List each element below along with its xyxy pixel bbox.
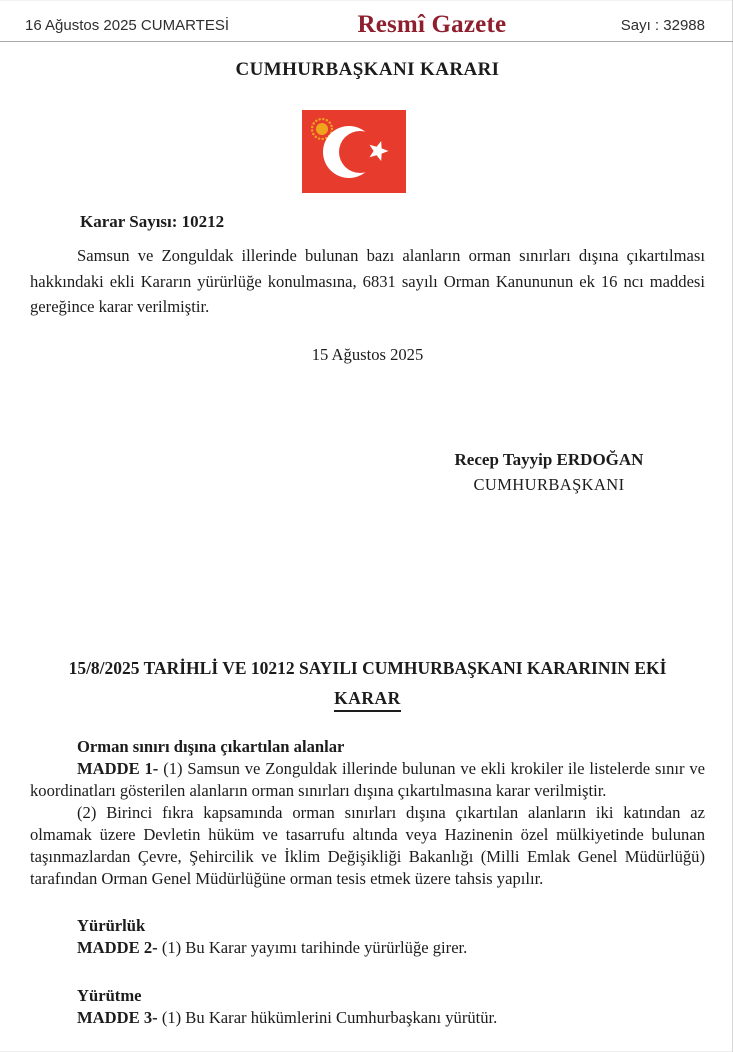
masthead-date: 16 Ağustos 2025 CUMARTESİ <box>25 16 229 34</box>
turkish-presidential-flag-icon <box>302 110 406 193</box>
section-heading-yururluk: Yürürlük <box>77 916 146 936</box>
section-heading-yurutme: Yürütme <box>77 986 142 1006</box>
madde-1-text: (1) Samsun ve Zonguldak illerinde bulunan ve ekli krokiler ile listelerde sınır ve koordinatları gösterilen alanların orman sınırları dışına çıkartılmasına karar verilmiştir. <box>30 759 705 800</box>
madde-1-paragraph-2: (2) Birinci fıkra kapsamında orman sınırları dışına çıkartılan alanların iki katından az olmamak üzere Devletin hüküm ve tasarrufu altında veya Hazinenin özel mülkiyetinde bulunan taşınmazlardan Çevre, Şehircilik ve İklim Değişikliği Bakanlığı (Milli Emlak Genel Müdürlüğü) tarafından Orman Genel Müdürlüğüne orman tesis etmek üzere tahsis yapılır. <box>30 802 705 888</box>
masthead-title: Resmî Gazete <box>357 11 507 38</box>
madde-1-label: MADDE 1- <box>77 759 159 779</box>
madde-3-paragraph <box>30 1007 705 1029</box>
decision-date: 15 Ağustos 2025 <box>311 345 424 365</box>
masthead-issue-number: Sayı : 32988 <box>620 16 705 34</box>
annex-heading: 15/8/2025 TARİHLİ VE 10212 SAYILI CUMHURBAŞKANI KARARININ EKİ <box>68 658 667 679</box>
annex-heading-karar-text: KARAR <box>334 688 401 712</box>
madde-2-label: MADDE 2- <box>77 938 158 958</box>
annex-heading-karar <box>30 688 705 712</box>
presidential-flag <box>16 110 691 193</box>
signature-block <box>434 450 664 495</box>
masthead <box>0 0 733 42</box>
decree-title: CUMHURBAŞKANI KARARI <box>235 59 500 80</box>
madde-3-text: (1) Bu Karar hükümlerini Cumhurbaşkanı yürütür. <box>161 1008 498 1028</box>
madde-3-label: MADDE 3- <box>77 1008 158 1028</box>
decree-preamble: Samsun ve Zonguldak illerinde bulunan bazı alanların orman sınırları dışına çıkartılması hakkındaki ekli Kararın yürürlüğe konulmasına, 6831 sayılı Orman Kanununun ek 16 ncı maddesi gereğince karar verilmiştir. <box>30 246 705 317</box>
document-body <box>0 59 733 1029</box>
signatory-name: Recep Tayyip ERDOĞAN <box>454 450 644 470</box>
signatory-title: CUMHURBAŞKANI <box>473 475 625 495</box>
madde-2-paragraph <box>30 937 705 959</box>
section-heading-orman: Orman sınırı dışına çıkartılan alanlar <box>77 737 345 757</box>
flag-sun-icon <box>316 123 328 135</box>
decision-number: Karar Sayısı: 10212 <box>80 212 225 231</box>
madde-2-text: (1) Bu Karar yayımı tarihinde yürürlüğe girer. <box>161 938 468 958</box>
madde-1-paragraph <box>30 758 705 802</box>
